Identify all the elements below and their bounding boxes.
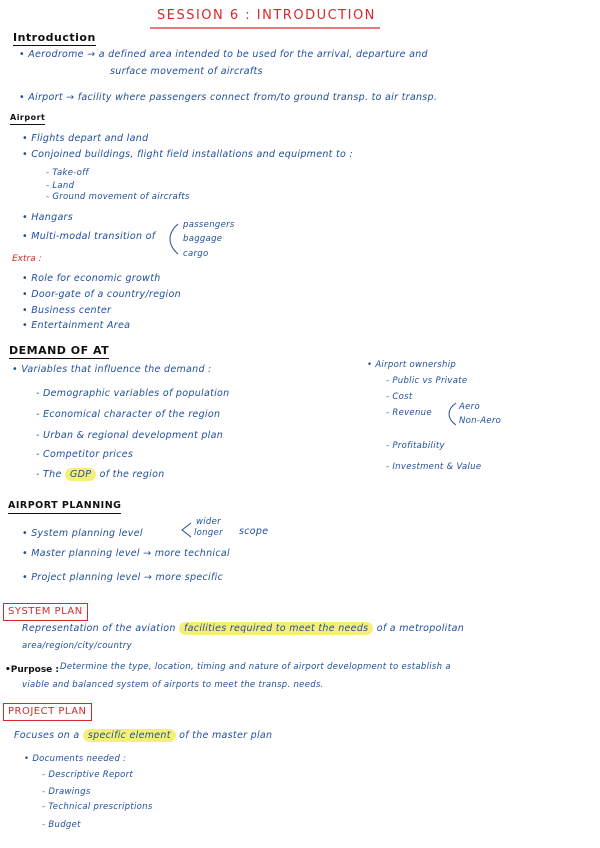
entertainment-item: • Entertainment Area (22, 320, 131, 331)
ground-item: - Ground movement of aircrafts (46, 192, 190, 202)
representation-prefix: Representation of the aviation (22, 623, 176, 634)
role-item: • Role for economic growth (22, 273, 161, 284)
demand-heading: DEMAND OF AT (9, 344, 110, 357)
urban-item: - Urban & regional development plan (36, 430, 224, 441)
project-plan-focus (14, 731, 272, 741)
cargo-item: cargo (183, 249, 209, 259)
page-title: SESSION 6 : INTRODUCTION (157, 8, 376, 23)
airport-definition: • Airport → facility where passengers connect from/to ground transp. to air transp. (19, 92, 438, 103)
system-level-item: • System planning level (22, 528, 143, 539)
descriptive-report-item: - Descriptive Report (42, 770, 134, 780)
demographic-item: - Demographic variables of population (36, 388, 230, 399)
wider-label: wider (196, 517, 221, 527)
system-plan-representation (22, 624, 464, 634)
extra-heading: Extra : (12, 254, 42, 264)
multimodal-item: • Multi-modal transition of (22, 231, 156, 242)
drawings-item: - Drawings (42, 787, 91, 797)
introduction-heading: Introduction (13, 31, 96, 44)
representation-suffix: of a metropolitan (376, 623, 465, 634)
door-gate-item: • Door-gate of a country/region (22, 289, 181, 300)
scope-chevron (180, 521, 192, 539)
purpose-text: Determine the type, location, timing and nature of airport development to establish a (60, 662, 451, 672)
takeoff-item: - Take-off (46, 168, 89, 178)
profitability-item: - Profitability (386, 441, 445, 451)
flights-item: • Flights depart and land (22, 133, 149, 144)
business-item: • Business center (22, 305, 112, 316)
budget-item: - Budget (42, 820, 81, 830)
passengers-item: passengers (183, 220, 235, 230)
multimodal-brace (168, 223, 180, 255)
economical-item: - Economical character of the region (36, 409, 221, 420)
airport-heading: Airport (10, 114, 45, 125)
non-aero-item: Non-Aero (459, 416, 502, 426)
purpose-label: •Purpose : (5, 665, 60, 675)
gdp-suffix: of the region (99, 469, 165, 480)
hangars-item: • Hangars (22, 212, 74, 223)
project-level-item: • Project planning level → more specific (22, 572, 224, 583)
purpose-text-cont: viable and balanced system of airports to meet the transp. needs. (22, 680, 324, 690)
planning-heading: AIRPORT PLANNING (8, 501, 121, 514)
gdp-prefix: - The (36, 469, 62, 480)
scope-label: scope (239, 526, 269, 537)
documents-item: • Documents needed : (24, 754, 127, 764)
ownership-item: • Airport ownership (367, 360, 457, 370)
revenue-item: - Revenue (386, 408, 432, 418)
longer-label: longer (194, 528, 223, 538)
public-private-item: - Public vs Private (386, 376, 468, 386)
variables-item: • Variables that influence the demand : (12, 364, 212, 375)
aero-item: Aero (459, 402, 480, 412)
focus-prefix: Focuses on a (14, 730, 80, 741)
project-plan-heading: PROJECT PLAN (3, 703, 92, 721)
gdp-item (36, 470, 165, 480)
representation-highlight: facilities required to meet the needs (179, 622, 373, 635)
conjoined-item: • Conjoined buildings, flight field installations and equipment to : (22, 149, 353, 160)
cost-item: - Cost (386, 392, 413, 402)
focus-suffix: of the master plan (179, 730, 273, 741)
master-level-item: • Master planning level → more technical (22, 548, 230, 559)
aerodrome-definition: • Aerodrome → a defined area intended to be used for the arrival, departure and (19, 49, 428, 60)
technical-prescriptions-item: - Technical prescriptions (42, 802, 153, 812)
system-plan-heading: SYSTEM PLAN (3, 603, 88, 621)
aerodrome-definition-cont: surface movement of aircrafts (110, 66, 263, 77)
representation-area: area/region/city/country (22, 641, 132, 651)
baggage-item: baggage (183, 234, 223, 244)
gdp-highlight: GDP (65, 468, 96, 481)
investment-item: - Investment & Value (386, 462, 482, 472)
revenue-brace (447, 402, 457, 426)
land-item: - Land (46, 181, 75, 191)
title-underline (150, 27, 380, 31)
focus-highlight: specific element (83, 729, 176, 742)
competitor-item: - Competitor prices (36, 449, 134, 460)
